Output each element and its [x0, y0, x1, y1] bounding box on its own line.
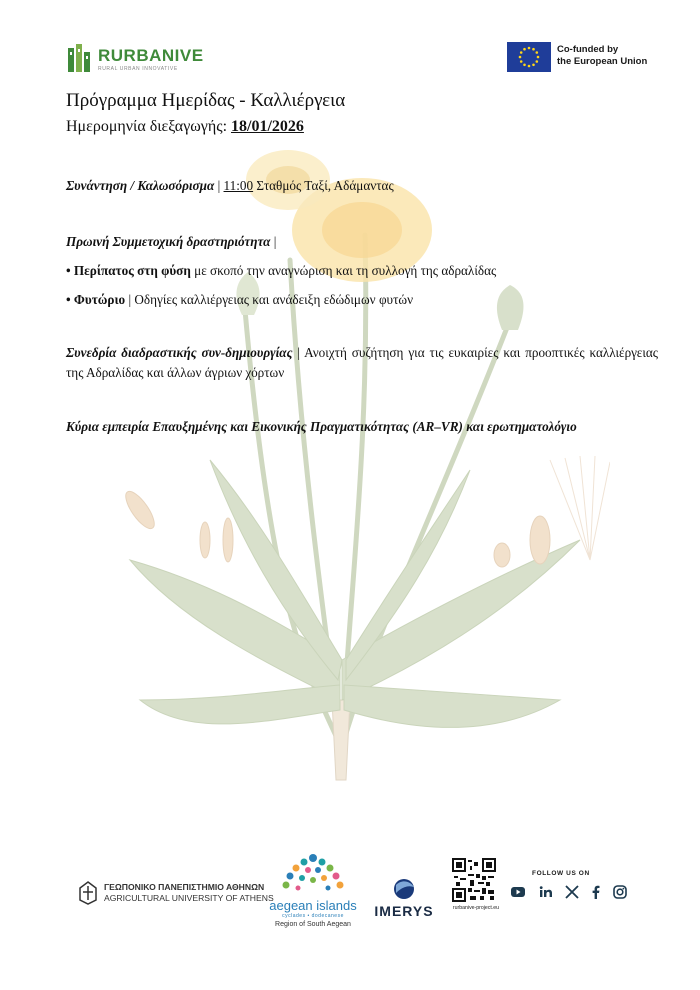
aegean-subtitle: cyclades • dodecanese — [282, 913, 344, 919]
agenda-main — [66, 417, 577, 437]
item2-bold: • Φυτώριο — [66, 292, 126, 307]
university-name-english: AGRICULTURAL UNIVERSITY OF ATHENS — [104, 893, 274, 903]
eu-text: Co-funded by the European Union — [557, 44, 648, 67]
logo-subtext: RURAL URBAN INNOVATIVE — [98, 66, 178, 72]
agenda-session — [66, 343, 658, 383]
eu-flag-icon — [507, 42, 551, 72]
meeting-title: Συνάντηση / Καλωσόρισμα — [66, 178, 215, 193]
social-icons — [510, 884, 630, 900]
university-emblem-icon — [76, 880, 100, 906]
page-title: Πρόγραμμα Ημερίδας - Καλλιέργεια — [66, 90, 346, 111]
university-name-greek: ΓΕΩΠΟΝΙΚΟ ΠΑΝΕΠΙΣΤΗΜΙΟ ΑΘΗΝΩΝ — [104, 882, 265, 892]
agricultural-university-logo — [76, 880, 286, 908]
project-url[interactable]: rurbanive-project.eu — [452, 905, 500, 911]
morning-sep: | — [270, 234, 277, 249]
item1-rest: με σκοπό την αναγνώριση και τη συλλογή της αδραλίδας — [190, 263, 497, 278]
session-title: Συνεδρία διαδραστικής συν-δημιουργίας — [66, 345, 293, 360]
linkedin-icon[interactable] — [538, 884, 554, 900]
rurbanive-logo — [66, 42, 206, 76]
aegean-islands-logo — [258, 852, 368, 932]
meeting-time: 11:00 — [223, 178, 254, 193]
meeting-sep: | — [214, 178, 224, 193]
date-label: Ημερομηνία διεξαγωγής: — [66, 118, 228, 135]
agenda-morning-item-2 — [66, 290, 413, 310]
imerys-text: IMERYS — [374, 903, 434, 919]
youtube-icon[interactable] — [510, 884, 526, 900]
agenda-morning-title — [66, 232, 276, 252]
main-title: Κύρια εμπειρία Επαυξημένης και Εικονικής Πραγματικότητας (AR–VR) και ερωτηματολόγιο — [66, 419, 577, 434]
meeting-place: Σταθμός Ταξί, Αδάμαντας — [253, 178, 394, 193]
follow-us-label: FOLLOW US ON — [532, 870, 590, 877]
x-icon[interactable] — [564, 884, 580, 900]
agenda-meeting — [66, 176, 394, 196]
instagram-icon[interactable] — [612, 884, 628, 900]
facebook-icon[interactable] — [588, 884, 604, 900]
imerys-logo — [368, 875, 440, 920]
aegean-region: Region of South Aegean — [275, 921, 351, 928]
rurbanive-icon — [66, 42, 94, 74]
morning-title: Πρωινή Συμμετοχική δραστηριότητα — [66, 234, 271, 249]
date-line — [66, 118, 304, 136]
date-value: 18/01/2026 — [231, 118, 304, 135]
item2-rest: | Οδηγίες καλλιέργειας και ανάδειξη εδώδιμων φυτών — [125, 292, 414, 307]
item1-bold: • Περίπατος στη φύση — [66, 263, 191, 278]
aegean-title: aegean islands — [269, 898, 357, 913]
session-rest: | Ανοιχτή συζήτηση για τις ευκαιρίες και προοπτικές καλλιέργειας της Αδραλίδας και άλλων άγριων χόρτων — [66, 345, 658, 380]
logo-text: RURBANIVE — [98, 46, 204, 65]
imerys-icon — [368, 875, 440, 903]
eu-cofunded-logo — [507, 42, 667, 74]
agenda-morning-item-1 — [66, 261, 496, 281]
qr-code-icon[interactable] — [452, 858, 496, 902]
aegean-dots-icon — [258, 852, 368, 898]
